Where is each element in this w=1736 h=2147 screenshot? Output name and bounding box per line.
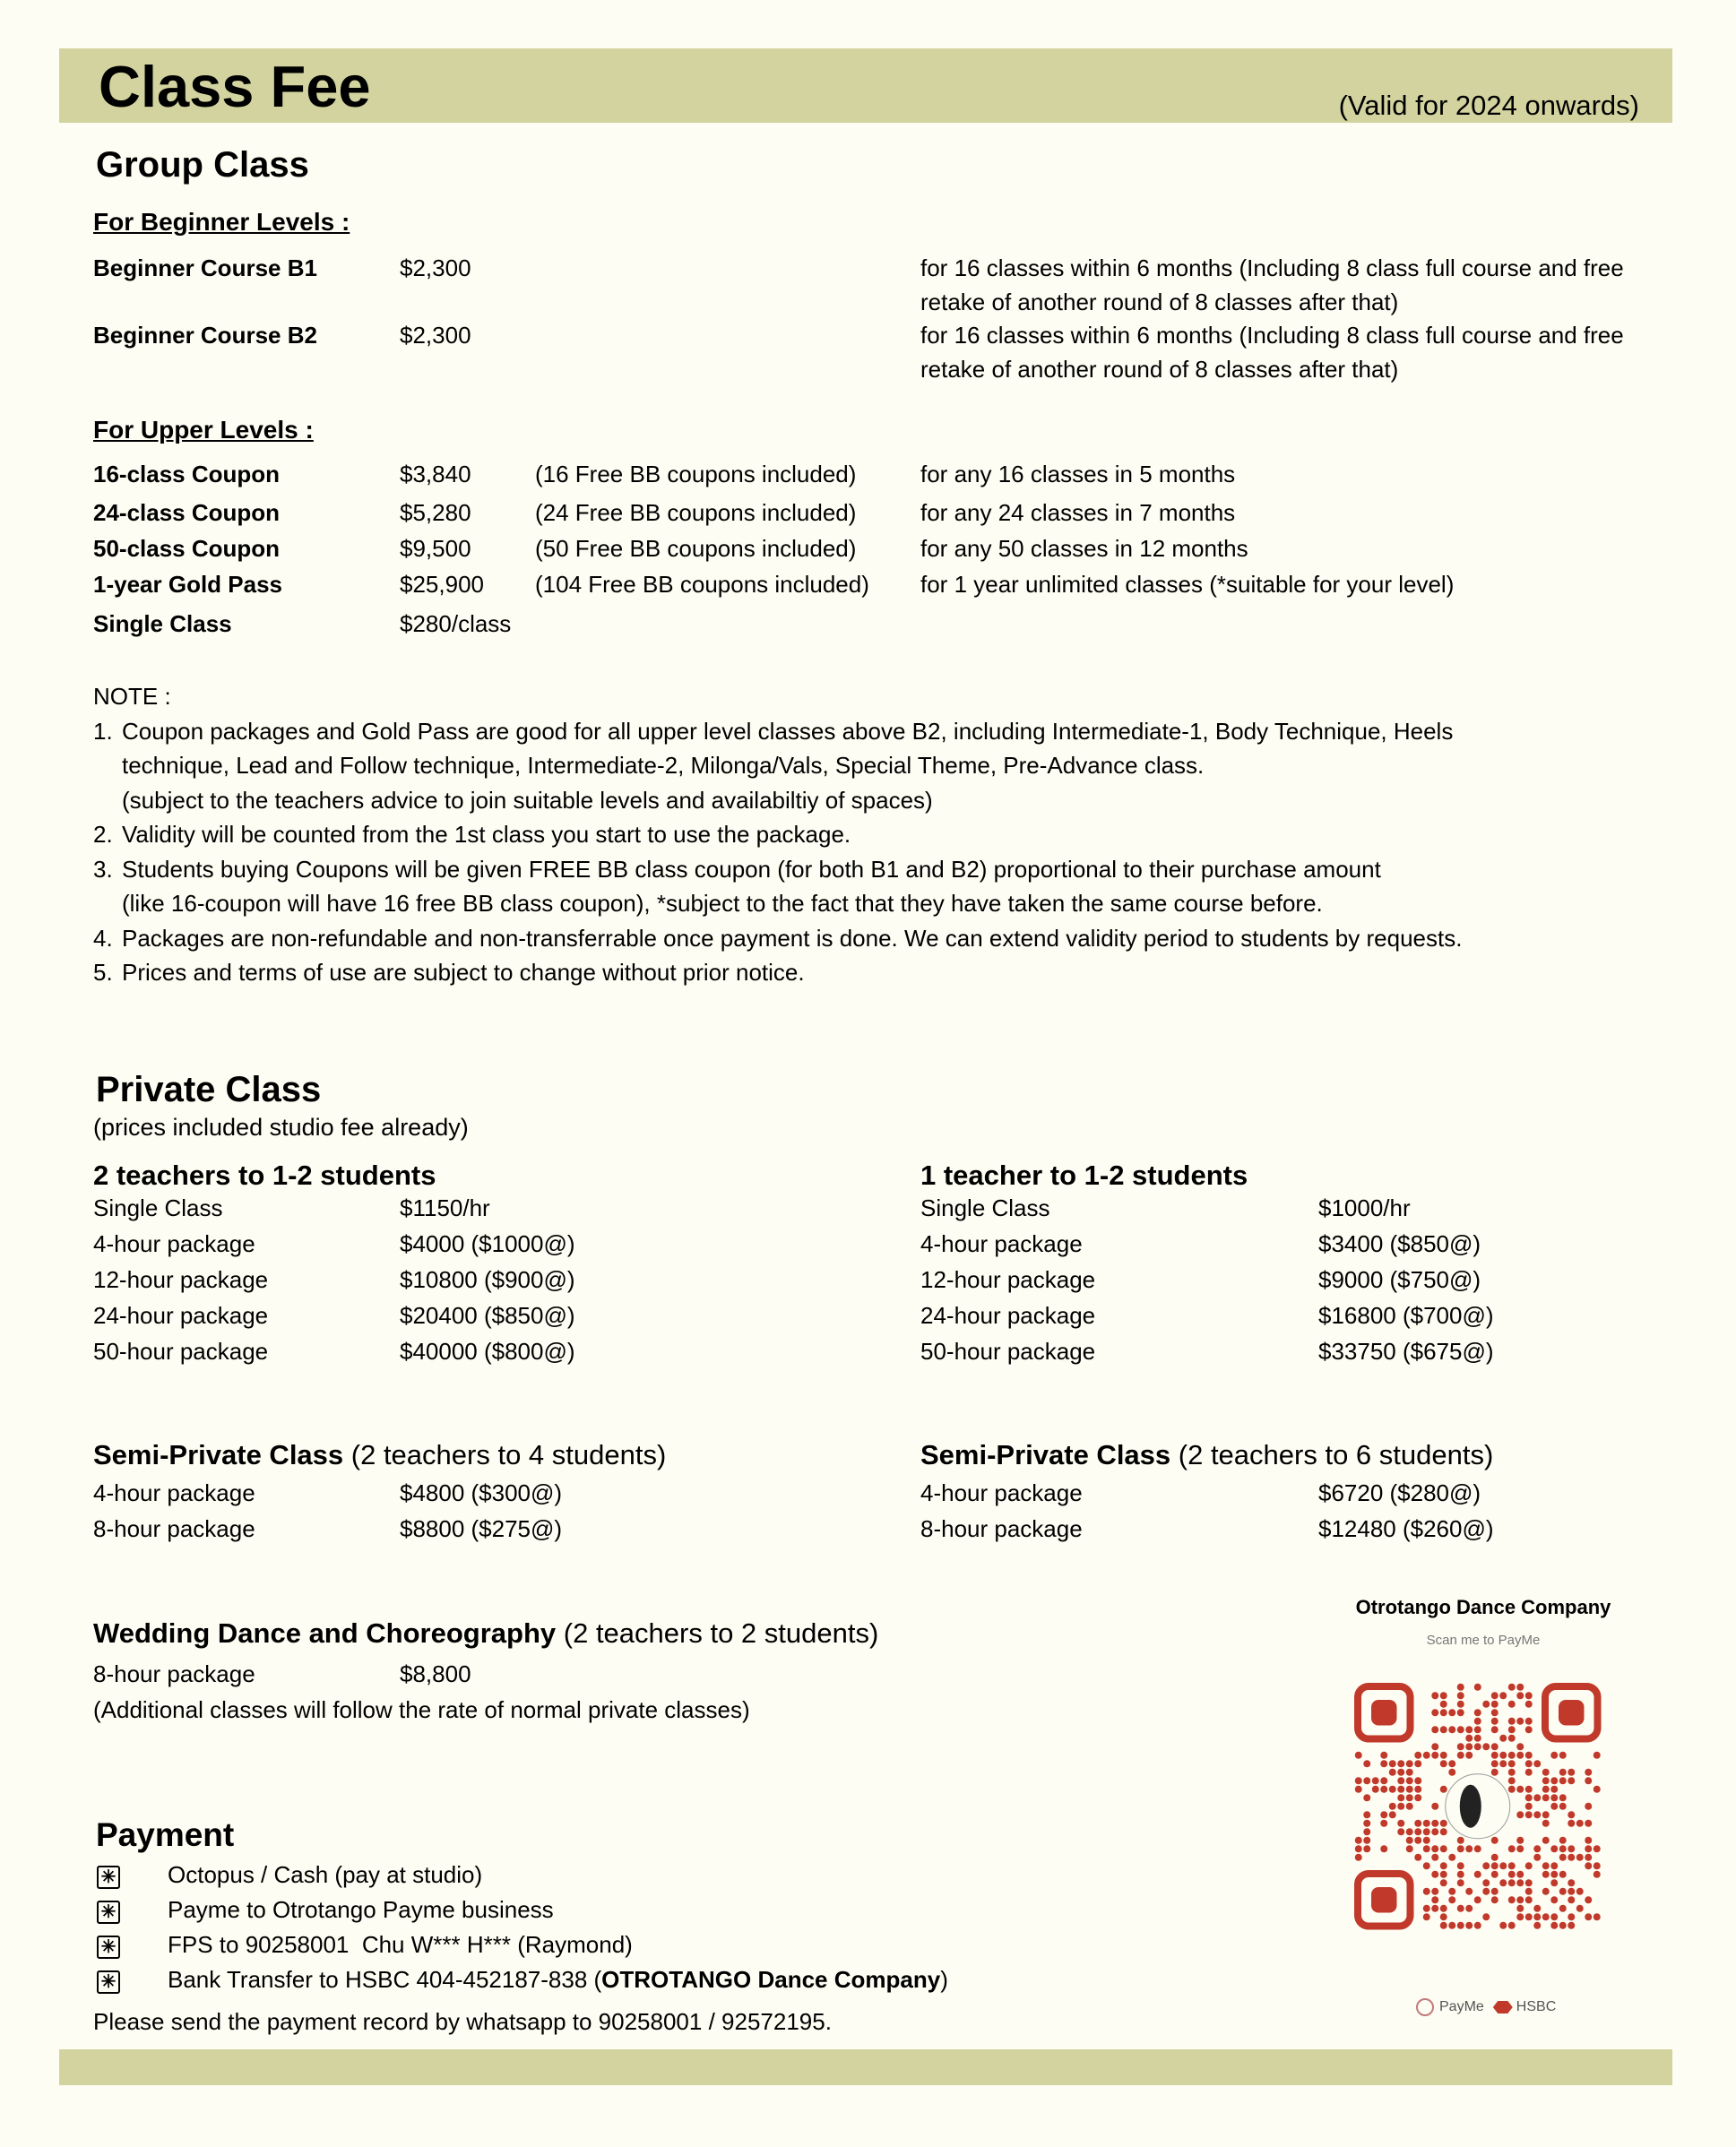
semi-private-left-heading <box>93 1439 666 1471</box>
note-line: Packages are non-refundable and non-transferrable once payment is done. We can extend validity period to students by requests. <box>122 924 1463 952</box>
semi-private-title: Semi-Private Class <box>93 1439 344 1470</box>
course-price: $2,300 <box>400 322 471 349</box>
package-description: for any 50 classes in 12 months <box>920 535 1248 562</box>
price-label: 12-hour package <box>93 1266 269 1293</box>
hsbc-logo-icon <box>1493 2001 1513 2013</box>
price-label: 4-hour package <box>920 1230 1083 1257</box>
price-label: Single Class <box>93 1194 223 1221</box>
note-item <box>93 955 1645 990</box>
payme-hsbc-branding <box>1416 1998 1556 2016</box>
payment-text: Payme to Otrotango Payme business <box>168 1896 554 1923</box>
qr-company-name: Otrotango Dance Company <box>1355 1596 1611 1618</box>
note-item <box>93 921 1645 956</box>
payment-footer: Please send the payment record by whatsapp to 90258001 / 92572195. <box>93 2008 832 2035</box>
package-note: (24 Free BB coupons included) <box>535 499 857 526</box>
price-label: 4-hour package <box>93 1479 255 1506</box>
payment-item <box>97 1860 483 1895</box>
price-value: $40000 ($800@) <box>400 1338 575 1365</box>
note-item <box>93 714 1645 818</box>
payment-item <box>97 1895 554 1930</box>
bank-account-name: OTROTANGO Dance Company <box>601 1966 941 1993</box>
price-row <box>920 1301 1494 1337</box>
semi-private-left-table <box>93 1479 563 1550</box>
course-description: for 16 classes within 6 months (Including 8 class full course and free retake of another round of 8 classes after that) <box>920 322 1624 383</box>
private-left-table <box>93 1194 575 1373</box>
price-row <box>93 1229 575 1265</box>
price-row <box>93 1660 631 1695</box>
page-title: Class Fee <box>99 54 371 119</box>
note-line: Students buying Coupons will be given FREE BB class coupon (for both B1 and B2) proportional to their purchase amount <box>122 855 1381 883</box>
bank-text-end: ) <box>940 1966 948 1993</box>
price-label: 4-hour package <box>920 1479 1083 1506</box>
price-value: $20400 ($850@) <box>400 1302 575 1329</box>
private-left-heading: 2 teachers to 1-2 students <box>93 1160 436 1191</box>
semi-private-detail: (2 teachers to 4 students) <box>343 1439 667 1470</box>
note-line: Prices and terms of use are subject to change without prior notice. <box>122 959 805 986</box>
validity-note: (Valid for 2024 onwards) <box>1338 90 1639 121</box>
package-price: $5,280 <box>400 499 471 526</box>
price-value: $3400 ($850@) <box>1318 1230 1481 1257</box>
price-label: 8-hour package <box>93 1515 255 1542</box>
asterisk-box-icon: ✳ <box>97 1970 120 1994</box>
package-description: for any 24 classes in 7 months <box>920 499 1236 526</box>
note-item <box>93 817 1645 852</box>
price-value: $8800 ($275@) <box>400 1515 563 1542</box>
price-row <box>920 1514 1494 1550</box>
price-row <box>93 1479 563 1514</box>
note-line: technique, Lead and Follow technique, Intermediate-2, Milonga/Vals, Special Theme, Pre-Advance class. <box>122 752 1205 779</box>
package-name: Single Class <box>93 610 232 637</box>
package-price: $280/class <box>400 610 512 637</box>
beginner-levels-heading: For Beginner Levels : <box>93 208 350 236</box>
price-row <box>93 1337 575 1373</box>
bank-text: Bank Transfer to HSBC 404-452187-838 ( <box>168 1966 602 1993</box>
price-row <box>93 1194 490 1229</box>
price-label: 50-hour package <box>93 1338 269 1365</box>
note-number: 1. <box>93 717 113 745</box>
asterisk-box-icon: ✳ <box>97 1866 120 1889</box>
course-description: for 16 classes within 6 months (Including 8 class full course and free retake of another round of 8 classes after that) <box>920 254 1624 315</box>
note-number: 3. <box>93 855 113 883</box>
note-line: Validity will be counted from the 1st class you start to use the package. <box>122 821 851 848</box>
price-label: Single Class <box>920 1194 1050 1221</box>
note-number: 2. <box>93 821 113 848</box>
qr-section <box>1326 1595 1640 2015</box>
price-value: $10800 ($900@) <box>400 1266 575 1293</box>
price-label: 24-hour package <box>93 1302 269 1329</box>
semi-private-right-table <box>920 1479 1494 1550</box>
package-name: 24-class Coupon <box>93 499 281 526</box>
hsbc-label: HSBC <box>1516 1999 1557 2015</box>
note-item <box>93 852 1645 921</box>
note-number: 5. <box>93 959 113 986</box>
package-name: 50-class Coupon <box>93 535 281 562</box>
wedding-detail: (2 teachers to 2 students) <box>556 1617 879 1649</box>
payment-item <box>97 1930 633 1965</box>
price-label: 12-hour package <box>920 1266 1096 1293</box>
note-number: 4. <box>93 924 113 952</box>
price-value: $6720 ($280@) <box>1318 1479 1481 1506</box>
price-row <box>93 1301 575 1337</box>
footer-band <box>59 2049 1672 2085</box>
notes-section <box>93 679 1645 990</box>
package-price: $3,840 <box>400 461 471 487</box>
wedding-title: Wedding Dance and Choreography <box>93 1617 557 1649</box>
package-name: 16-class Coupon <box>93 461 281 487</box>
price-label: 8-hour package <box>93 1660 255 1687</box>
price-row <box>93 1265 575 1301</box>
price-label: 4-hour package <box>93 1230 255 1257</box>
course-name: Beginner Course B2 <box>93 322 317 349</box>
price-value: $33750 ($675@) <box>1318 1338 1494 1365</box>
payment-heading: Payment <box>96 1816 235 1853</box>
price-value: $8,800 <box>400 1660 471 1687</box>
group-class-heading: Group Class <box>96 145 309 185</box>
payme-qr-code[interactable] <box>1347 1679 1625 1948</box>
wedding-heading <box>93 1617 878 1650</box>
payment-text <box>168 1965 948 1994</box>
payment-text: Octopus / Cash (pay at studio) <box>168 1861 483 1888</box>
price-value: $12480 ($260@) <box>1318 1515 1494 1542</box>
price-row <box>920 1265 1481 1301</box>
price-row <box>920 1194 1411 1229</box>
payment-text: FPS to 90258001 Chu W*** H*** (Raymond) <box>168 1931 633 1958</box>
price-value: $1150/hr <box>400 1194 490 1221</box>
upper-levels-heading: For Upper Levels : <box>93 416 314 444</box>
note-line: (like 16-coupon will have 16 free BB class coupon), *subject to the fact that they have taken the same course before. <box>122 890 1323 917</box>
asterisk-box-icon: ✳ <box>97 1936 120 1959</box>
price-value: $16800 ($700@) <box>1318 1302 1494 1329</box>
package-price: $25,900 <box>400 571 484 598</box>
note-line: (subject to the teachers advice to join suitable levels and availabiltiy of spaces) <box>122 786 933 814</box>
private-right-table <box>920 1194 1494 1373</box>
payment-methods <box>97 1860 948 2000</box>
asterisk-box-icon: ✳ <box>97 1901 120 1924</box>
price-value: $1000/hr <box>1318 1194 1411 1221</box>
semi-private-title: Semi-Private Class <box>920 1439 1171 1470</box>
qr-scan-label: Scan me to PayMe <box>1426 1633 1541 1648</box>
payment-item <box>97 1965 948 2000</box>
package-description: for any 16 classes in 5 months <box>920 461 1236 487</box>
course-name: Beginner Course B1 <box>93 254 317 281</box>
price-value: $4800 ($300@) <box>400 1479 563 1506</box>
private-right-heading: 1 teacher to 1-2 students <box>920 1160 1248 1191</box>
semi-private-detail: (2 teachers to 6 students) <box>1170 1439 1494 1470</box>
semi-private-right-heading <box>920 1439 1493 1471</box>
package-note: (104 Free BB coupons included) <box>535 571 869 598</box>
package-note: (50 Free BB coupons included) <box>535 535 857 562</box>
package-note: (16 Free BB coupons included) <box>535 461 857 487</box>
price-value: $9000 ($750@) <box>1318 1266 1481 1293</box>
price-row <box>93 1514 563 1550</box>
price-label: 24-hour package <box>920 1302 1096 1329</box>
price-label: 50-hour package <box>920 1338 1096 1365</box>
package-name: 1-year Gold Pass <box>93 571 282 598</box>
private-class-heading: Private Class <box>96 1070 322 1109</box>
payme-logo-icon <box>1416 1998 1434 2016</box>
note-line: Coupon packages and Gold Pass are good for all upper level classes above B2, including Intermediate-1, Body Technique, Heels <box>122 717 1454 745</box>
wedding-note: (Additional classes will follow the rate of normal private classes) <box>93 1696 750 1723</box>
notes-label: NOTE : <box>93 683 171 710</box>
price-row <box>920 1229 1481 1265</box>
payme-label: PayMe <box>1439 1999 1484 2015</box>
package-description: for 1 year unlimited classes (*suitable for your level) <box>920 571 1455 598</box>
price-row <box>920 1337 1494 1373</box>
private-class-subtitle: (prices included studio fee already) <box>93 1114 469 1141</box>
price-row <box>920 1479 1481 1514</box>
package-price: $9,500 <box>400 535 471 562</box>
price-label: 8-hour package <box>920 1515 1083 1542</box>
course-price: $2,300 <box>400 254 471 281</box>
price-value: $4000 ($1000@) <box>400 1230 575 1257</box>
